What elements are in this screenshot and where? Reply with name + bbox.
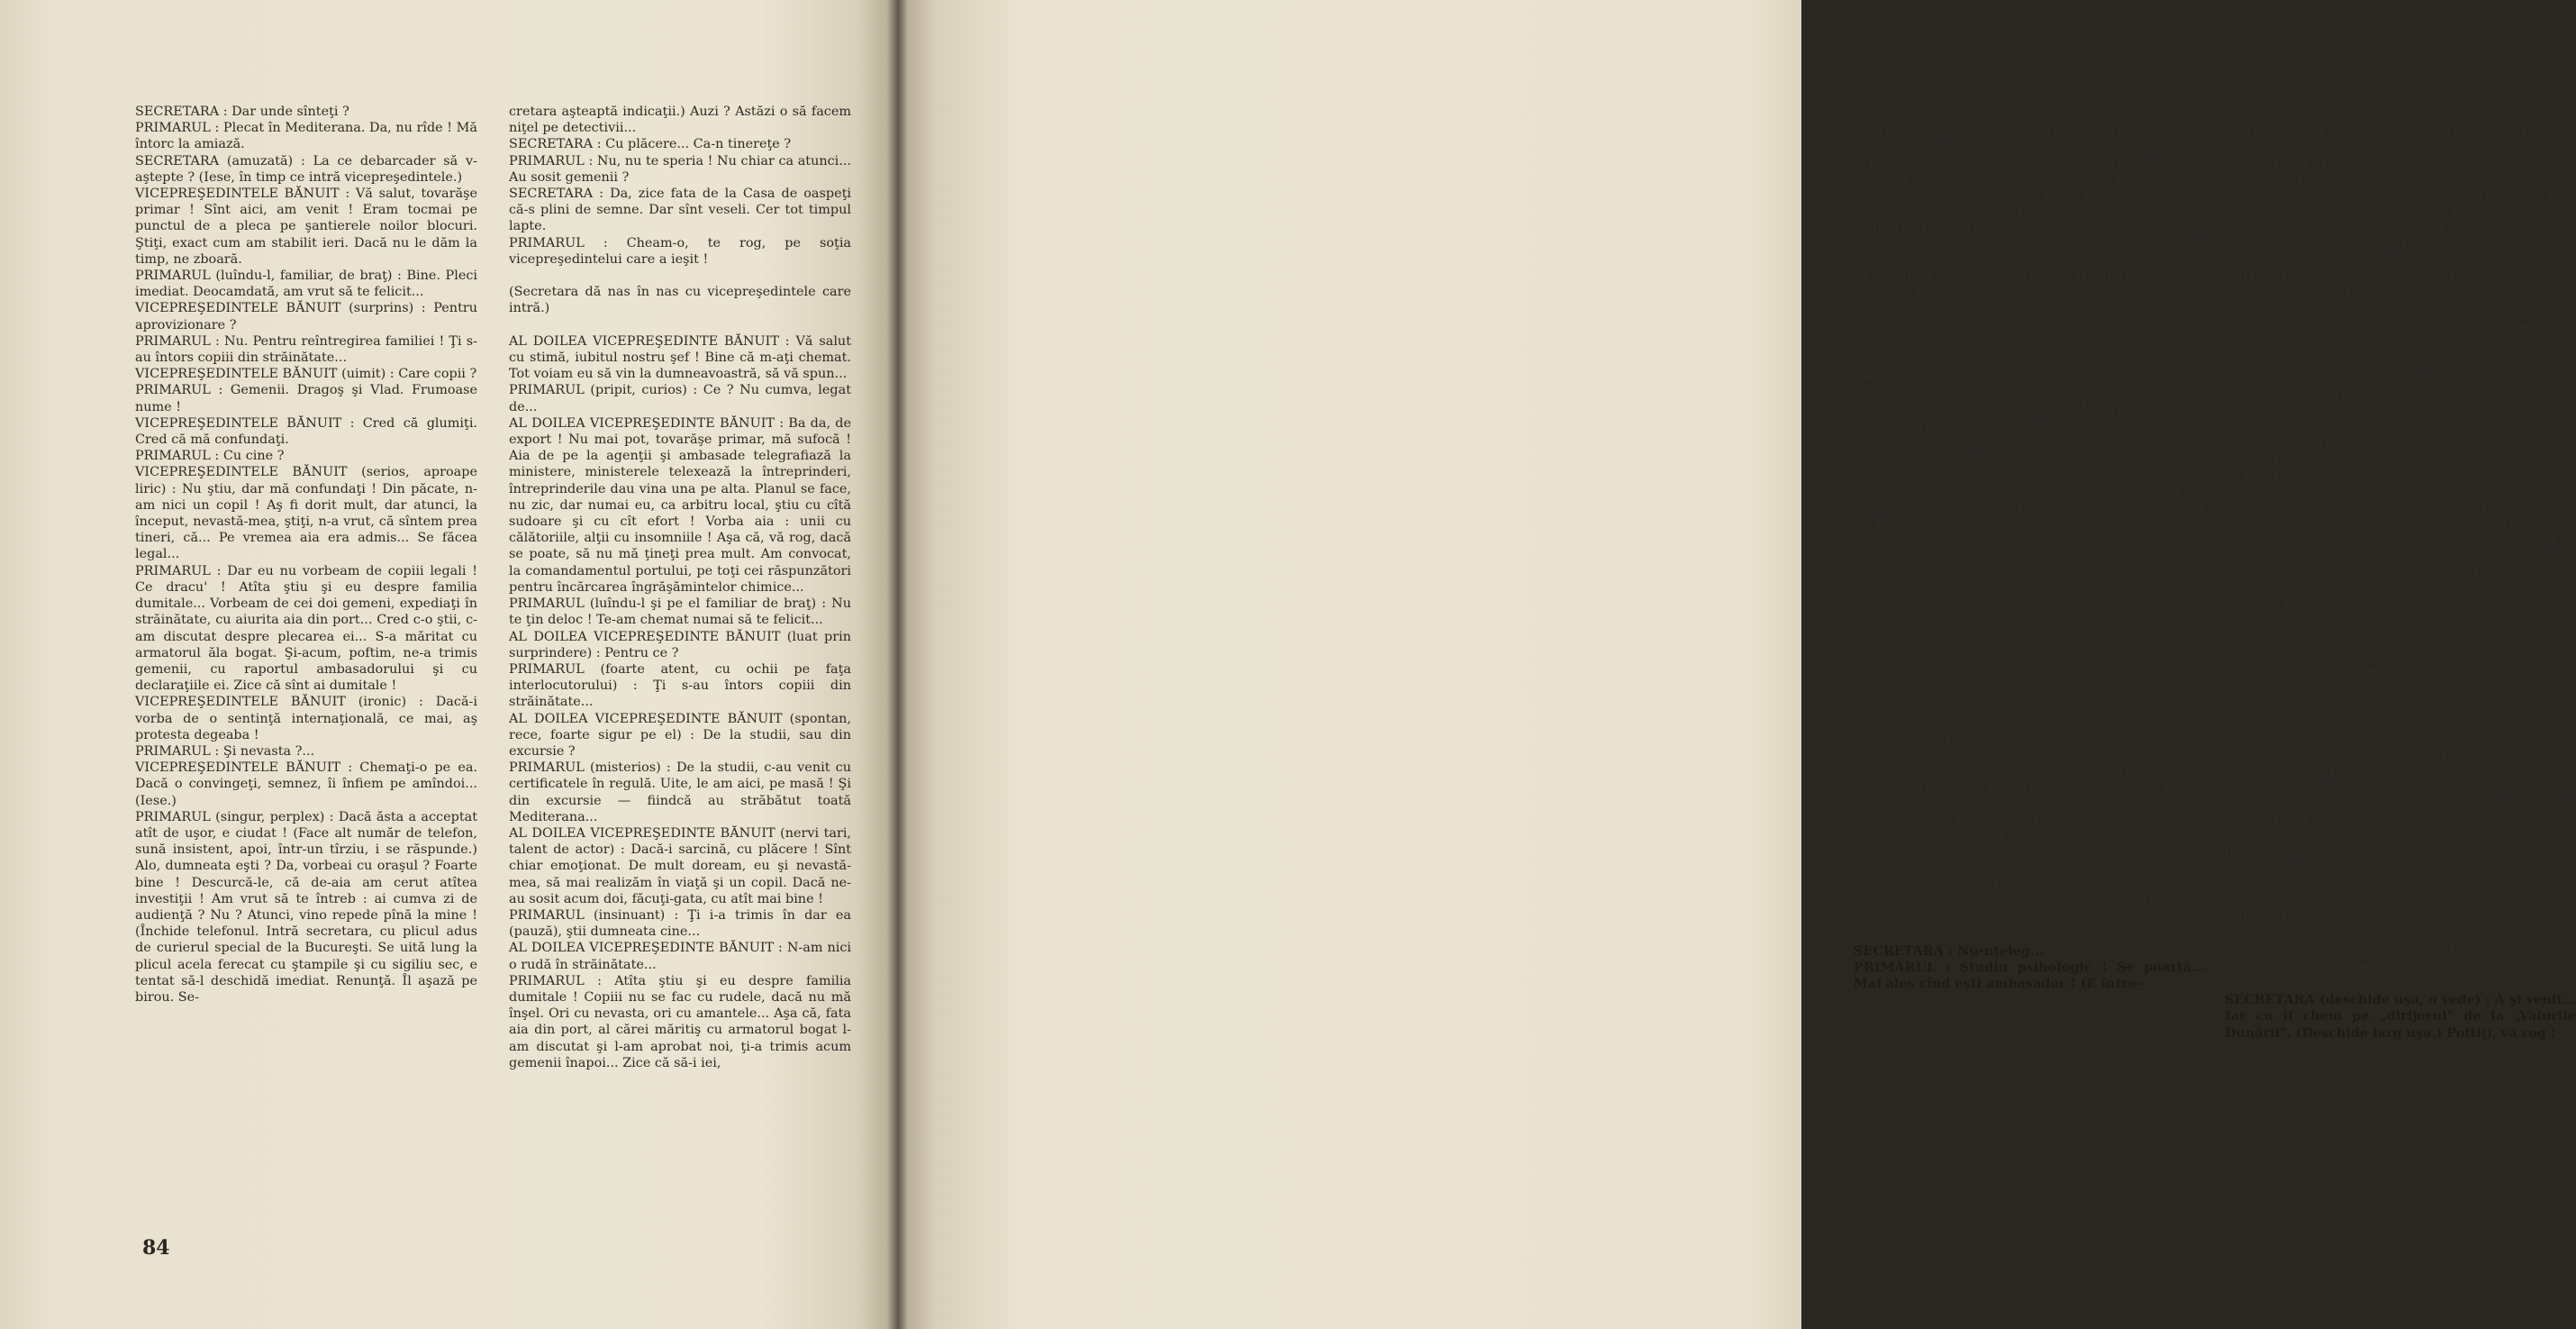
paragraph: PRIMARUL : Slab detectiv... Nici eu, Colombo, dar nici tu, Pip ! (Îl întrerupe zbîrnîitul telefonului.) Iar „guvernamentalul" ? (Ridică receptorul.) Cine ? Adjunctul de la chimie ? Alo, da, eu ! Noroc, tovarăşe Ionescu ! Da, se iau măsuri, fiţi convins, vicele meu e la comandament, în port... Sigur, fiţi convins ! Vă mulţumesc, la revedere ! (Închide.) Ăsta, tinerelul, ca şi „consilierul meu special", scurt pe doi, nu se prea încurcă în vorbe. Computer ! (Se întrerupe, ia din nou hîrtiile. Spicuieşte, cu voce tare.) Victima superficialităţii, a temperamentului... etc., etc., negustor de suflete etc., etc., călău în lacrimi etc., etc. bbox=[1854, 714, 2205, 926]
right-page bbox=[901, 0, 2576, 1329]
paragraph: PRIMARUL (luîndu-l, familiar, de braţ) : Bine. Pleci imediat. Deocamdată, am vrut să te felicit... bbox=[135, 269, 477, 300]
page-number-left: 84 bbox=[142, 1236, 170, 1260]
paragraph: PRIMARUL (singur, perplex) : Dacă ăsta a acceptat atît de uşor, e ciudat ! (Face alt număr de telefon, sună insistent, apoi, într-un tîrziu, i se răspunde.) Alo, dumneata eşti ? Da, vorbeai cu oraşul ? Foarte bine ! Descurcă-le, că de-aia am cerut atîtea investiţii ! Am vrut să te întreb : ai cumva zi de audienţă ? Nu ? Atunci, vino repede pînă la mine ! (Închide telefonul. Intră secretara, cu plicul adus de curierul special de la Bucureşti. Se uită lung la plicul acela ferecat cu ştampile şi cu sigiliu sec, e tentat să-l deschidă imediat. Renunţă. Îl aşază pe birou. Se- bbox=[135, 809, 477, 1005]
paragraph: PRIMARUL (rămîne o clipă singur. Căldura creşte. Sirenele vapoarelor, tot mai dese. Dă drumul radioului. Muzică mediteraneeană. Desface, cu tot dichisul necesar, plicul ferecat. Scoate hîrtiile, dar nu le citeşte încă. Apoi se apropie cu vădit interes, chiar cu emoţie, de birou. Citeşte, cînd destins, amuzat, cînd cu concentrare maximă, foile pe care face semne, alternativ, cu un creion roşu şi cu unul albastru. Sonerie, intră secretara) : Ambasadorul, tot filozof a rămas ! Eu mă aşteptam la date concrete şi, cînd colo, el a trimis în ţară un fel de studiu despre „psihologia victimelor". bbox=[1854, 451, 2205, 647]
right-page-column-1 bbox=[1854, 90, 2205, 1008]
paragraph: PRIMARUL : Studiu psihologic ! Se poartă... Mai ales cînd eşti ambasador ! (E între- bbox=[1854, 959, 2205, 991]
paragraph: să-i creşti, iar altă dată, dacă mai faci, să-i ţii acasă... bbox=[1854, 107, 2205, 123]
paragraph: SECRETARA (trece lîngă telefonul cu butoane complicate) : Da, eu, doamnă vice. (Acoperă pîlnia cu palma.) Vă roagă s-o primiţi urgent. (Primarul face din cap un semn aprobativ.) Da, tovarăşul vă primeşte, deşi este foarte ocupat azi... Are pe cineva important la el... Da, într-un sfert de oră ! Vă aşteptăm... bbox=[2225, 156, 2576, 270]
page-number-right: 85 bbox=[2540, 1234, 2568, 1258]
paragraph: VICEPREŞEDINTELE BĂNUIT (serios, aproape liric) : Nu ştiu, dar mă confundaţi ! Din păcate, n-am nici un copil ! Aş fi dorit mult, dar atunci, la început, nevastă-mea, ştiţi, n-a vrut, că sîntem prea tineri, că... Pe vremea aia era admis... Se făcea legal... bbox=[135, 465, 477, 562]
paragraph: PRIMARUL : Cheam-o, te rog, pe soţia vicepreşedintelui care a ieşit ! bbox=[509, 235, 851, 267]
paragraph: VICEPREŞEDINTELE BĂNUIT (surprins) : Pentru aprovizionare ? bbox=[135, 301, 477, 332]
right-column-2-text bbox=[2225, 106, 2576, 976]
paragraph: PRIMARUL (după un răstimp) : Uite ce-i, personaj important, bate te rog la maşină părţile astea subliniate cu roşu din declaraţiile femeii dispeţate, cum îi zice ambasadorul. Unde spune despre mine, c-am chemat-o, că i-am dat sfaturi bune, lasă-le naibii afară ! Transcrie, uite, întreg paragraful ăsta, care începe cu : „In România, eu am ţinut legătura de serviciu între port şi restaurantul «Valurile Dunării», unde directorul era bun prieten cu vicepreşedintele consiliului"... Dar numele ticălosului nu-l dă, aiurita ! bbox=[2225, 271, 2576, 451]
paragraph: AL DOILEA VICEPREŞEDINTE BĂNUIT : Vă salut cu stimă, iubitul nostru şef ! Bine că m-aţi chemat. Tot voiam eu să vin la dumneavoastră, să vă spun... bbox=[509, 333, 851, 382]
paragraph: PRIMARUL (insinuant) : Ţi i-a trimis în dar ea (pauză), ştii dumneata cine... bbox=[509, 907, 851, 940]
paragraph: AL DOILEA VICEPREŞEDINTE BĂNUIT (nervi tari, talent de actor) : Dacă-i sarcină, cu plăcere ! Sînt chiar emoţionat. De mult doream, eu şi nevastă-mea, să mai realizăm în viaţă şi un copil. Dacă ne-au sosit acum doi, făcuţi-gata, cu atît mai bine ! bbox=[509, 825, 851, 906]
right-page-column-2 bbox=[2225, 90, 2576, 1058]
paragraph: VICEPREŞEDINTELE BĂNUIT : Chemaţi-o pe ea. Dacă o convingeţi, semnez, îi înfiem pe amîndoi... (Iese.) bbox=[135, 760, 477, 808]
paragraph: PRIMARUL (misterios) : De la studii, c-au venit cu certificatele în regulă. Uite, le am aici, pe masă ! Şi din excursie — fiindcă au străbătut toată Mediterana... bbox=[509, 760, 851, 824]
paragraph: cretara aşteaptă indicaţii.) Auzi ? Astăzi o să facem niţel pe detectivii... bbox=[509, 105, 851, 136]
right-column-1-text bbox=[1854, 106, 2205, 926]
paragraph: PRIMARUL : Dar eu nu vorbeam de copiii legali ! Ce dracu' ! Atîta ştiu şi eu despre familia dumitale... Vorbeam de cei doi gemeni, expediaţi în străinătate, cu aiurita aia din port... Cred c-o ştii, c-am discutat despre plecarea ei... S-a măritat cu armatorul ăla bogat. Şi-acum, poftim, ne-a trimis gemenii, cu raportul ambasadorului şi cu declaraţiile ei. Zice că sînt ai dumitale ! bbox=[135, 563, 477, 694]
paragraph: SECRETARA : Cu plăcere... Ca-n tinereţe ? bbox=[509, 137, 792, 152]
book-gutter bbox=[887, 0, 907, 1329]
paragraph: PRIMARUL : Atîta ştiu şi eu despre familia dumitale ! Copiii nu se fac cu rudele, dacă nu mă înşel. Ori cu nevasta, ori cu amantele... Aşa că, fata aia din port, al cărei măritiş cu armatorul bogat l-am discutat şi l-am aprobat noi, ţi-a trimis acum gemenii înapoi... Zice că să-i iei, bbox=[509, 973, 851, 1070]
paragraph: PRIMARUL (pripit, curios) : Ce ? Nu cumva, legat de... bbox=[509, 383, 851, 414]
paragraph: SECRETARA : Da, zice fata de la Casa de oaspeţi că-s plini de semne. Dar sînt veseli. Cer tot timpul lapte. bbox=[509, 187, 851, 234]
paragraph: SECRETARA : Ei, nici chiar aşa, tovarăşe primar ! Ia mai daţi-i încolo de derbedei ! Dacă spune una că-i fată mare şi-şi dă poalele peste cap, nu ştiu pe unde, făcînd pe persecutata politică, n-o să mă înroşesc eu, aici, de neruşinarea ei ! Dacă o ţinem aşa, o să ne rîdă şi curcile... bbox=[2225, 812, 2576, 909]
paragraph bbox=[509, 268, 851, 284]
paragraph: PRIMARUL : Gemenii. Dragoş şi Vlad. Frumoase nume ! bbox=[135, 383, 477, 414]
paragraph: AL DOILEA VICEPREŞEDINTE BĂNUIT : Ba da, de export ! Nu mai pot, tovarăşe primar, mă sufocă ! Aia de pe la agenţii şi ambasade telegrafiază la ministere, ministerele telexează la întreprinderi, întreprinderile dau vina una pe alta. Planul se face, nu zic, dar numai eu, ca arbitru local, ştiu cu cîtă sudoare şi cu cît efort ! Vorba aia : unii cu călătoriile, alţii cu insomniile ! Aşa că, vă rog, dacă se poate, să nu mă ţineţi prea mult. Am convocat, la comandamentul portului, pe toţi cei răspunzători pentru încărcarea îngrăşămintelor chimice... bbox=[509, 415, 851, 595]
paragraph: PRIMARUL : Plecat în Mediterana. Da, nu rîde ! Mă întorc la amiază. bbox=[135, 121, 477, 152]
paragraph: SECRETARA (amuzată) : La ce debarcader să v-aştepte ? (Iese, în timp ce intră vicepreşedintele.) bbox=[135, 153, 477, 185]
paragraph: SECRETARA (mai încurcată) : Tot nu-nţeleg... bbox=[1854, 697, 2154, 713]
paragraph: SECRETARA : Nu-nţeleg... bbox=[1854, 942, 2044, 959]
paragraph: AL DOILEA VICEPREŞEDINTE BĂNUIT (spontan, rece, foarte sigur pe el) : De la studii, sau din excursie ? bbox=[509, 711, 851, 759]
left-page-column-2 bbox=[509, 104, 851, 1071]
paragraph: PRIMARUL (foarte atent, cu ochii pe faţa interlocutorului) : Ţi s-au întors copiii din străinătate... bbox=[509, 661, 851, 710]
paragraph: SECRETARA : Dar unde sînteţi ? bbox=[135, 105, 349, 119]
paragraph: AL DOILEA VICEPREŞEDINTE BĂNUIT (nu se lasă intimidat) : Scumpul nostru şef, dacă povestea asta-i o farsă, e proastă ! Dacă e o hotărîre de sus, cu caracter internaţional, mă supun ! Eu ştiu, din practica exporturilor, că nu-i bine să afectezi interesele ţării, prestigiul socialismului... bbox=[1854, 123, 2205, 221]
paragraph: AL DOILEA VICEPREŞEDINTE BĂNUIT : N-am nici o rudă în străinătate... bbox=[509, 941, 851, 972]
paragraph: PRIMARUL : Uite, ne jucăm rolurile în felul următor : eu le primesc pe doamnele vice, iar tu îl chemi, în numele meu, pe directorul de la „Valurile Dunării". Îl ţii în anticameră, pînă la prînz. Spui că i-am cerut eu să scrie două referinţe despre cei doi vicepreşedinţi, de cînd îi cunoaşte, ce şi cum, după toate regulile... Îi sufli c-ai aflat de nişte decoraţii, de-o avansare, la judeţ, la Bucureşti, nu ştii exact unde... Să vedem pe cine laudă mai tare. Între timp, te interesezi, la telefon, în gura mare, de Dragoş şi Vlad. Te tînguieşti, din cînd în cînd : „Vai de biata mama lor !" Şi-apoi, c-un oftat şi mai adînc : „Dar şi mai vai de tatăl lor, dacă i se dă de urmă !" Pricepi ? bbox=[2225, 484, 2576, 696]
paragraph: (Secretara dă nas în nas cu vicepreşedintele care intră.) bbox=[509, 285, 851, 316]
paragraph: PRIMARUL : Cu cine ? bbox=[135, 449, 285, 464]
paragraph: PRIMARUL (jucat) : Eşti, ca întotdeauna, imbatabil ! Înainte de şedinţa aia din port, du-te şi-i vezi, totuşi, la Casa de oaspeţi. I-am instalat, deocamdată, acolo. bbox=[1854, 222, 2205, 270]
right-column-2-bold-text bbox=[2225, 992, 2576, 1042]
paragraph: SECRETARA : Bine, mă duc să bat... Dar Pip ce are de făcut ? bbox=[2225, 451, 2576, 483]
paragraph: VICEPREŞEDINTELE BĂNUIT : Vă salut, tovarăşe primar ! Sînt aici, am venit ! Eram tocmai pe punctul de a pleca pe şantierele noilor blocuri. Ştiţi, exact cum am stabilit ieri. Dacă nu le dăm la timp, ne zboară. bbox=[135, 187, 477, 267]
paragraph: PRIMARUL : Lasă tîrfa în pace ! Cît despre nevastă, dacă ţi-e frică, o chem eu, că tot n-am mai văzut-o de mult ! La revedere ! bbox=[1854, 353, 2205, 401]
paragraph: PRIMARUL : Nu. Pentru reîntregirea familiei ! Ţi s-au întors copiii din străinătate... bbox=[135, 333, 477, 366]
paragraph: VICEPREŞEDINTELE BĂNUIT : Cred că glumiţi. Cred că mă confundaţi. bbox=[135, 415, 477, 448]
paragraph: AL DOILEA VICEPREŞEDINTE BĂNUIT (rămîne, în sfîrşit, perplex, apoi se redresează repede, rîde în hohote şi iese) : Vă ţineţi de farse, ca de întîi april ! bbox=[1854, 402, 2205, 451]
paragraph: AL DOILEA VICEPREŞEDINTE BĂNUIT (feroce) : Cum ? Tîrfa aia, care făcea pe vişătoarea cu marinarii străini, acum ni-i trimite nouă, în chip de misionari apostolici ? Nu, zău, ştiţi că-mi plac bancurile, dar pe ăsta nu-l gust deloc ! bbox=[1854, 271, 2205, 352]
paragraph: PRIMARUL : Nu, nu te speria ! Nu chiar ca atunci... Au sosit gemenii ? bbox=[509, 153, 851, 185]
paragraph: PRIMARUL : Nici eu nu înţeleg. De ce, dom'le, le-o fi zicînd „victime", unor pramatii ca astea ? bbox=[1854, 665, 2205, 696]
paragraph: PRIMARUL : Vezi, nu mă înţelegi ! Vreau să fiu şi eu o dată un bun psiholog, dacă nu un bun detectiv ! Pramatiile astea nu ne batjocoresc numai pe noi, batjocoresc ţara... bbox=[2225, 747, 2576, 811]
right-column-1-bold-text bbox=[1854, 943, 2205, 993]
paragraph: PRIMARUL : Şi nevasta ?... bbox=[135, 743, 315, 759]
paragraph: SECRETARA : Da. Dar de ce nu-l chemaţi dumneavoastră, să-l luaţi direct, să vă spună adevărul ? bbox=[2225, 697, 2576, 745]
paragraph: PRIMARUL (luîndu-l şi pe el familiar de braţ) : Nu te ţin deloc ! Te-am chemat numai să te felicit... bbox=[509, 596, 851, 628]
paragraph: AL DOILEA VICEPREŞEDINTE BĂNUIT (luat prin surprindere) : Pentru ce ? bbox=[509, 629, 851, 660]
paragraph: SECRETARA : Nu înţeleg... bbox=[1854, 648, 2032, 663]
paragraph: PRIMARUL (surprins de această virulenţă nebănuită) : Ai dreptate ! Numai că, pînă află lumea că alea-s de-alea, le crede icoana Maicii Preacurate ! Ia vezi, n-a venit doamna vice ? bbox=[2225, 911, 2576, 975]
left-page-column-1 bbox=[135, 104, 477, 1006]
paragraph: VICEPREŞEDINTELE BĂNUIT (ironic) : Dacă-i vorba de o sentinţă internaţională, ce mai, aş protesta degeaba ! bbox=[135, 695, 477, 742]
paragraph: VICEPREŞEDINTELE BĂNUIT (uimit) : Care copii ? bbox=[135, 367, 477, 382]
paragraph bbox=[509, 317, 851, 333]
left-page bbox=[0, 0, 892, 1329]
paragraph: SECRETARA (deschide uşa, o vede) : A şi venit... Iar cu îl chem pe „dirijorul" de la „Valurile Dunării". (Deschide larg uşa.) Poftiţi, vă rog ! bbox=[2225, 992, 2576, 1041]
paragraph: rupt iar de soneria telefonului.) Eram sigur ! Dacă secretara mea stă la taclale, trebuie să răspund singur la toate telefoanele. bbox=[2225, 107, 2576, 155]
